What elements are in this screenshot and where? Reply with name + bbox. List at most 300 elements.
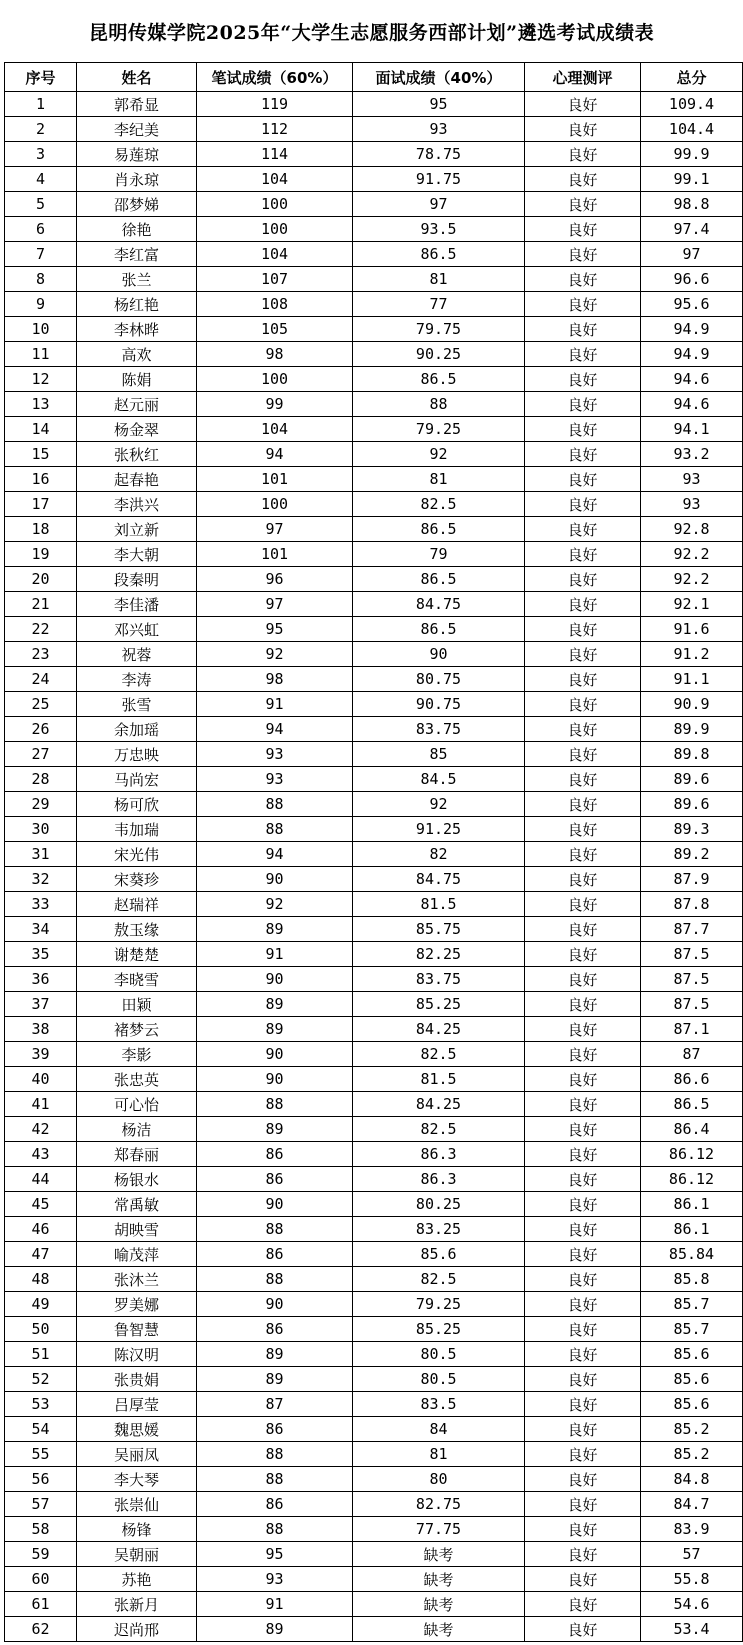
total-score-cell: 87.5 xyxy=(641,967,743,992)
table-row xyxy=(5,492,743,517)
psych-eval-cell: 良好 xyxy=(525,592,641,617)
interview-score-cell: 93 xyxy=(353,117,525,142)
name-cell: 杨锋 xyxy=(77,1517,197,1542)
interview-score-cell: 83.75 xyxy=(353,967,525,992)
interview-score-cell: 79.25 xyxy=(353,417,525,442)
table-row xyxy=(5,1442,743,1467)
interview-score-cell: 82.5 xyxy=(353,1267,525,1292)
written-score-cell: 86 xyxy=(197,1317,353,1342)
serial-number-cell: 48 xyxy=(5,1267,77,1292)
total-score-cell: 87.1 xyxy=(641,1017,743,1042)
serial-number-cell: 47 xyxy=(5,1242,77,1267)
written-score-cell: 114 xyxy=(197,142,353,167)
interview-score-cell: 92 xyxy=(353,442,525,467)
psych-eval-cell: 良好 xyxy=(525,442,641,467)
name-cell: 赵元丽 xyxy=(77,392,197,417)
psych-eval-cell: 良好 xyxy=(525,392,641,417)
serial-number-cell: 13 xyxy=(5,392,77,417)
interview-score-cell: 85 xyxy=(353,742,525,767)
written-score-cell: 89 xyxy=(197,917,353,942)
interview-score-cell: 77.75 xyxy=(353,1517,525,1542)
interview-score-cell: 86.5 xyxy=(353,567,525,592)
serial-number-cell: 57 xyxy=(5,1492,77,1517)
name-cell: 李晓雪 xyxy=(77,967,197,992)
written-score-cell: 88 xyxy=(197,1467,353,1492)
interview-score-cell: 82 xyxy=(353,842,525,867)
written-score-cell: 104 xyxy=(197,167,353,192)
name-cell: 李洪兴 xyxy=(77,492,197,517)
total-score-cell: 57 xyxy=(641,1542,743,1567)
name-cell: 邵梦娣 xyxy=(77,192,197,217)
name-cell: 田颖 xyxy=(77,992,197,1017)
name-cell: 谢楚楚 xyxy=(77,942,197,967)
total-score-cell: 93.2 xyxy=(641,442,743,467)
name-cell: 杨银水 xyxy=(77,1167,197,1192)
serial-number-cell: 38 xyxy=(5,1017,77,1042)
serial-number-cell: 17 xyxy=(5,492,77,517)
serial-number-cell: 10 xyxy=(5,317,77,342)
psych-eval-cell: 良好 xyxy=(525,367,641,392)
written-score-cell: 93 xyxy=(197,1567,353,1592)
serial-number-cell: 56 xyxy=(5,1467,77,1492)
table-row xyxy=(5,1367,743,1392)
table-row xyxy=(5,1592,743,1617)
serial-number-cell: 60 xyxy=(5,1567,77,1592)
total-score-cell: 87.5 xyxy=(641,992,743,1017)
written-score-cell: 101 xyxy=(197,467,353,492)
total-score-cell: 89.6 xyxy=(641,767,743,792)
serial-number-cell: 34 xyxy=(5,917,77,942)
serial-number-cell: 28 xyxy=(5,767,77,792)
total-score-cell: 85.2 xyxy=(641,1442,743,1467)
written-score-cell: 91 xyxy=(197,1592,353,1617)
table-row xyxy=(5,1192,743,1217)
header-psych-eval: 心理测评 xyxy=(525,63,641,92)
serial-number-cell: 31 xyxy=(5,842,77,867)
interview-score-cell: 82.5 xyxy=(353,1117,525,1142)
name-cell: 李大琴 xyxy=(77,1467,197,1492)
total-score-cell: 94.9 xyxy=(641,317,743,342)
written-score-cell: 98 xyxy=(197,342,353,367)
total-score-cell: 85.84 xyxy=(641,1242,743,1267)
psych-eval-cell: 良好 xyxy=(525,1192,641,1217)
header-interview-score: 面试成绩（40%） xyxy=(353,63,525,92)
psych-eval-cell: 良好 xyxy=(525,542,641,567)
name-cell: 余加瑶 xyxy=(77,717,197,742)
total-score-cell: 98.8 xyxy=(641,192,743,217)
name-cell: 万忠映 xyxy=(77,742,197,767)
serial-number-cell: 18 xyxy=(5,517,77,542)
table-row xyxy=(5,1092,743,1117)
table-row xyxy=(5,867,743,892)
interview-score-cell: 缺考 xyxy=(353,1542,525,1567)
written-score-cell: 93 xyxy=(197,767,353,792)
name-cell: 李林晔 xyxy=(77,317,197,342)
table-row xyxy=(5,92,743,117)
table-row xyxy=(5,1317,743,1342)
written-score-cell: 86 xyxy=(197,1167,353,1192)
name-cell: 起春艳 xyxy=(77,467,197,492)
name-cell: 杨红艳 xyxy=(77,292,197,317)
psych-eval-cell: 良好 xyxy=(525,717,641,742)
name-cell: 韦加瑞 xyxy=(77,817,197,842)
total-score-cell: 89.6 xyxy=(641,792,743,817)
table-row xyxy=(5,542,743,567)
name-cell: 吴朝丽 xyxy=(77,1542,197,1567)
total-score-cell: 97 xyxy=(641,242,743,267)
written-score-cell: 95 xyxy=(197,617,353,642)
total-score-cell: 87.9 xyxy=(641,867,743,892)
total-score-cell: 91.6 xyxy=(641,617,743,642)
psych-eval-cell: 良好 xyxy=(525,1167,641,1192)
interview-score-cell: 90 xyxy=(353,642,525,667)
interview-score-cell: 缺考 xyxy=(353,1617,525,1642)
written-score-cell: 101 xyxy=(197,542,353,567)
table-row xyxy=(5,392,743,417)
table-row xyxy=(5,1167,743,1192)
total-score-cell: 90.9 xyxy=(641,692,743,717)
serial-number-cell: 20 xyxy=(5,567,77,592)
interview-score-cell: 84.25 xyxy=(353,1017,525,1042)
table-row xyxy=(5,817,743,842)
psych-eval-cell: 良好 xyxy=(525,567,641,592)
psych-eval-cell: 良好 xyxy=(525,842,641,867)
table-row xyxy=(5,1217,743,1242)
written-score-cell: 91 xyxy=(197,692,353,717)
psych-eval-cell: 良好 xyxy=(525,1417,641,1442)
serial-number-cell: 40 xyxy=(5,1067,77,1092)
interview-score-cell: 81 xyxy=(353,1442,525,1467)
name-cell: 李影 xyxy=(77,1042,197,1067)
total-score-cell: 96.6 xyxy=(641,267,743,292)
total-score-cell: 89.9 xyxy=(641,717,743,742)
serial-number-cell: 5 xyxy=(5,192,77,217)
header-name: 姓名 xyxy=(77,63,197,92)
table-row xyxy=(5,292,743,317)
score-table xyxy=(4,62,743,1642)
serial-number-cell: 61 xyxy=(5,1592,77,1617)
table-row xyxy=(5,117,743,142)
name-cell: 李纪美 xyxy=(77,117,197,142)
psych-eval-cell: 良好 xyxy=(525,1467,641,1492)
total-score-cell: 93 xyxy=(641,467,743,492)
total-score-cell: 85.2 xyxy=(641,1417,743,1442)
table-row xyxy=(5,1117,743,1142)
total-score-cell: 85.6 xyxy=(641,1392,743,1417)
interview-score-cell: 81.5 xyxy=(353,892,525,917)
table-row xyxy=(5,167,743,192)
total-score-cell: 104.4 xyxy=(641,117,743,142)
written-score-cell: 100 xyxy=(197,367,353,392)
name-cell: 李佳潘 xyxy=(77,592,197,617)
table-row xyxy=(5,592,743,617)
name-cell: 张贵娟 xyxy=(77,1367,197,1392)
psych-eval-cell: 良好 xyxy=(525,1292,641,1317)
table-row xyxy=(5,942,743,967)
psych-eval-cell: 良好 xyxy=(525,292,641,317)
name-cell: 魏思媛 xyxy=(77,1417,197,1442)
table-row xyxy=(5,567,743,592)
psych-eval-cell: 良好 xyxy=(525,467,641,492)
serial-number-cell: 36 xyxy=(5,967,77,992)
total-score-cell: 93 xyxy=(641,492,743,517)
written-score-cell: 112 xyxy=(197,117,353,142)
interview-score-cell: 86.5 xyxy=(353,367,525,392)
table-row xyxy=(5,1617,743,1642)
written-score-cell: 88 xyxy=(197,792,353,817)
table-row xyxy=(5,617,743,642)
written-score-cell: 98 xyxy=(197,667,353,692)
written-score-cell: 94 xyxy=(197,842,353,867)
name-cell: 张沐兰 xyxy=(77,1267,197,1292)
name-cell: 李红富 xyxy=(77,242,197,267)
psych-eval-cell: 良好 xyxy=(525,692,641,717)
total-score-cell: 83.9 xyxy=(641,1517,743,1542)
psych-eval-cell: 良好 xyxy=(525,1342,641,1367)
interview-score-cell: 97 xyxy=(353,192,525,217)
written-score-cell: 100 xyxy=(197,192,353,217)
written-score-cell: 97 xyxy=(197,517,353,542)
score-table-body xyxy=(5,92,743,1642)
written-score-cell: 88 xyxy=(197,1517,353,1542)
interview-score-cell: 90.25 xyxy=(353,342,525,367)
written-score-cell: 90 xyxy=(197,1292,353,1317)
total-score-cell: 53.4 xyxy=(641,1617,743,1642)
table-row xyxy=(5,467,743,492)
total-score-cell: 87.5 xyxy=(641,942,743,967)
table-row xyxy=(5,1567,743,1592)
total-score-cell: 109.4 xyxy=(641,92,743,117)
serial-number-cell: 50 xyxy=(5,1317,77,1342)
psych-eval-cell: 良好 xyxy=(525,242,641,267)
table-row xyxy=(5,1067,743,1092)
table-row xyxy=(5,1017,743,1042)
serial-number-cell: 59 xyxy=(5,1542,77,1567)
name-cell: 吕厚莹 xyxy=(77,1392,197,1417)
serial-number-cell: 55 xyxy=(5,1442,77,1467)
psych-eval-cell: 良好 xyxy=(525,742,641,767)
serial-number-cell: 54 xyxy=(5,1417,77,1442)
psych-eval-cell: 良好 xyxy=(525,1067,641,1092)
psych-eval-cell: 良好 xyxy=(525,1017,641,1042)
interview-score-cell: 83.75 xyxy=(353,717,525,742)
serial-number-cell: 42 xyxy=(5,1117,77,1142)
interview-score-cell: 79 xyxy=(353,542,525,567)
psych-eval-cell: 良好 xyxy=(525,1542,641,1567)
serial-number-cell: 27 xyxy=(5,742,77,767)
written-score-cell: 88 xyxy=(197,1217,353,1242)
psych-eval-cell: 良好 xyxy=(525,1567,641,1592)
total-score-cell: 99.9 xyxy=(641,142,743,167)
total-score-cell: 85.7 xyxy=(641,1292,743,1317)
total-score-cell: 54.6 xyxy=(641,1592,743,1617)
name-cell: 李大朝 xyxy=(77,542,197,567)
total-score-cell: 85.6 xyxy=(641,1367,743,1392)
table-row xyxy=(5,1392,743,1417)
interview-score-cell: 77 xyxy=(353,292,525,317)
serial-number-cell: 24 xyxy=(5,667,77,692)
interview-score-cell: 82.5 xyxy=(353,1042,525,1067)
psych-eval-cell: 良好 xyxy=(525,192,641,217)
header-row xyxy=(5,63,743,92)
table-row xyxy=(5,442,743,467)
interview-score-cell: 86.3 xyxy=(353,1142,525,1167)
total-score-cell: 97.4 xyxy=(641,217,743,242)
interview-score-cell: 91.25 xyxy=(353,817,525,842)
serial-number-cell: 46 xyxy=(5,1217,77,1242)
written-score-cell: 100 xyxy=(197,217,353,242)
serial-number-cell: 3 xyxy=(5,142,77,167)
total-score-cell: 86.4 xyxy=(641,1117,743,1142)
total-score-cell: 94.6 xyxy=(641,392,743,417)
interview-score-cell: 83.25 xyxy=(353,1217,525,1242)
written-score-cell: 107 xyxy=(197,267,353,292)
total-score-cell: 85.6 xyxy=(641,1342,743,1367)
total-score-cell: 91.2 xyxy=(641,642,743,667)
total-score-cell: 84.7 xyxy=(641,1492,743,1517)
serial-number-cell: 4 xyxy=(5,167,77,192)
serial-number-cell: 8 xyxy=(5,267,77,292)
serial-number-cell: 45 xyxy=(5,1192,77,1217)
total-score-cell: 91.1 xyxy=(641,667,743,692)
table-row xyxy=(5,642,743,667)
total-score-cell: 86.6 xyxy=(641,1067,743,1092)
written-score-cell: 92 xyxy=(197,892,353,917)
name-cell: 褚梦云 xyxy=(77,1017,197,1042)
table-row xyxy=(5,1517,743,1542)
total-score-cell: 84.8 xyxy=(641,1467,743,1492)
written-score-cell: 119 xyxy=(197,92,353,117)
psych-eval-cell: 良好 xyxy=(525,217,641,242)
table-row xyxy=(5,1492,743,1517)
name-cell: 杨可欣 xyxy=(77,792,197,817)
total-score-cell: 85.8 xyxy=(641,1267,743,1292)
serial-number-cell: 2 xyxy=(5,117,77,142)
psych-eval-cell: 良好 xyxy=(525,117,641,142)
table-row xyxy=(5,1292,743,1317)
name-cell: 罗美娜 xyxy=(77,1292,197,1317)
table-row xyxy=(5,967,743,992)
written-score-cell: 86 xyxy=(197,1242,353,1267)
interview-score-cell: 92 xyxy=(353,792,525,817)
serial-number-cell: 26 xyxy=(5,717,77,742)
serial-number-cell: 1 xyxy=(5,92,77,117)
interview-score-cell: 86.5 xyxy=(353,242,525,267)
serial-number-cell: 44 xyxy=(5,1167,77,1192)
psych-eval-cell: 良好 xyxy=(525,942,641,967)
psych-eval-cell: 良好 xyxy=(525,867,641,892)
written-score-cell: 104 xyxy=(197,417,353,442)
interview-score-cell: 80.75 xyxy=(353,667,525,692)
psych-eval-cell: 良好 xyxy=(525,417,641,442)
serial-number-cell: 9 xyxy=(5,292,77,317)
name-cell: 张新月 xyxy=(77,1592,197,1617)
written-score-cell: 90 xyxy=(197,867,353,892)
interview-score-cell: 80.25 xyxy=(353,1192,525,1217)
psych-eval-cell: 良好 xyxy=(525,967,641,992)
name-cell: 陈汉明 xyxy=(77,1342,197,1367)
name-cell: 张崇仙 xyxy=(77,1492,197,1517)
name-cell: 赵瑞祥 xyxy=(77,892,197,917)
name-cell: 陈娟 xyxy=(77,367,197,392)
psych-eval-cell: 良好 xyxy=(525,992,641,1017)
written-score-cell: 90 xyxy=(197,1067,353,1092)
serial-number-cell: 15 xyxy=(5,442,77,467)
written-score-cell: 96 xyxy=(197,567,353,592)
table-row xyxy=(5,692,743,717)
psych-eval-cell: 良好 xyxy=(525,1492,641,1517)
psych-eval-cell: 良好 xyxy=(525,1392,641,1417)
written-score-cell: 94 xyxy=(197,442,353,467)
total-score-cell: 94.6 xyxy=(641,367,743,392)
psych-eval-cell: 良好 xyxy=(525,1217,641,1242)
serial-number-cell: 14 xyxy=(5,417,77,442)
written-score-cell: 87 xyxy=(197,1392,353,1417)
name-cell: 张雪 xyxy=(77,692,197,717)
total-score-cell: 86.12 xyxy=(641,1167,743,1192)
psych-eval-cell: 良好 xyxy=(525,917,641,942)
written-score-cell: 108 xyxy=(197,292,353,317)
interview-score-cell: 83.5 xyxy=(353,1392,525,1417)
interview-score-cell: 82.25 xyxy=(353,942,525,967)
serial-number-cell: 19 xyxy=(5,542,77,567)
interview-score-cell: 88 xyxy=(353,392,525,417)
name-cell: 宋葵珍 xyxy=(77,867,197,892)
serial-number-cell: 7 xyxy=(5,242,77,267)
interview-score-cell: 85.25 xyxy=(353,1317,525,1342)
psych-eval-cell: 良好 xyxy=(525,1042,641,1067)
interview-score-cell: 85.6 xyxy=(353,1242,525,1267)
written-score-cell: 89 xyxy=(197,1342,353,1367)
written-score-cell: 105 xyxy=(197,317,353,342)
written-score-cell: 94 xyxy=(197,717,353,742)
name-cell: 杨洁 xyxy=(77,1117,197,1142)
written-score-cell: 90 xyxy=(197,1042,353,1067)
interview-score-cell: 84 xyxy=(353,1417,525,1442)
name-cell: 李涛 xyxy=(77,667,197,692)
total-score-cell: 92.2 xyxy=(641,567,743,592)
serial-number-cell: 49 xyxy=(5,1292,77,1317)
serial-number-cell: 33 xyxy=(5,892,77,917)
written-score-cell: 88 xyxy=(197,817,353,842)
serial-number-cell: 25 xyxy=(5,692,77,717)
written-score-cell: 93 xyxy=(197,742,353,767)
psych-eval-cell: 良好 xyxy=(525,517,641,542)
written-score-cell: 104 xyxy=(197,242,353,267)
name-cell: 高欢 xyxy=(77,342,197,367)
serial-number-cell: 16 xyxy=(5,467,77,492)
interview-score-cell: 79.75 xyxy=(353,317,525,342)
psych-eval-cell: 良好 xyxy=(525,767,641,792)
total-score-cell: 99.1 xyxy=(641,167,743,192)
interview-score-cell: 78.75 xyxy=(353,142,525,167)
written-score-cell: 86 xyxy=(197,1492,353,1517)
name-cell: 张忠英 xyxy=(77,1067,197,1092)
header-serial-number: 序号 xyxy=(5,63,77,92)
written-score-cell: 95 xyxy=(197,1542,353,1567)
table-row xyxy=(5,517,743,542)
table-row xyxy=(5,767,743,792)
table-row xyxy=(5,417,743,442)
name-cell: 敖玉缘 xyxy=(77,917,197,942)
psych-eval-cell: 良好 xyxy=(525,1517,641,1542)
total-score-cell: 89.3 xyxy=(641,817,743,842)
total-score-cell: 87.8 xyxy=(641,892,743,917)
table-row xyxy=(5,842,743,867)
interview-score-cell: 80.5 xyxy=(353,1342,525,1367)
total-score-cell: 92.1 xyxy=(641,592,743,617)
name-cell: 郑春丽 xyxy=(77,1142,197,1167)
